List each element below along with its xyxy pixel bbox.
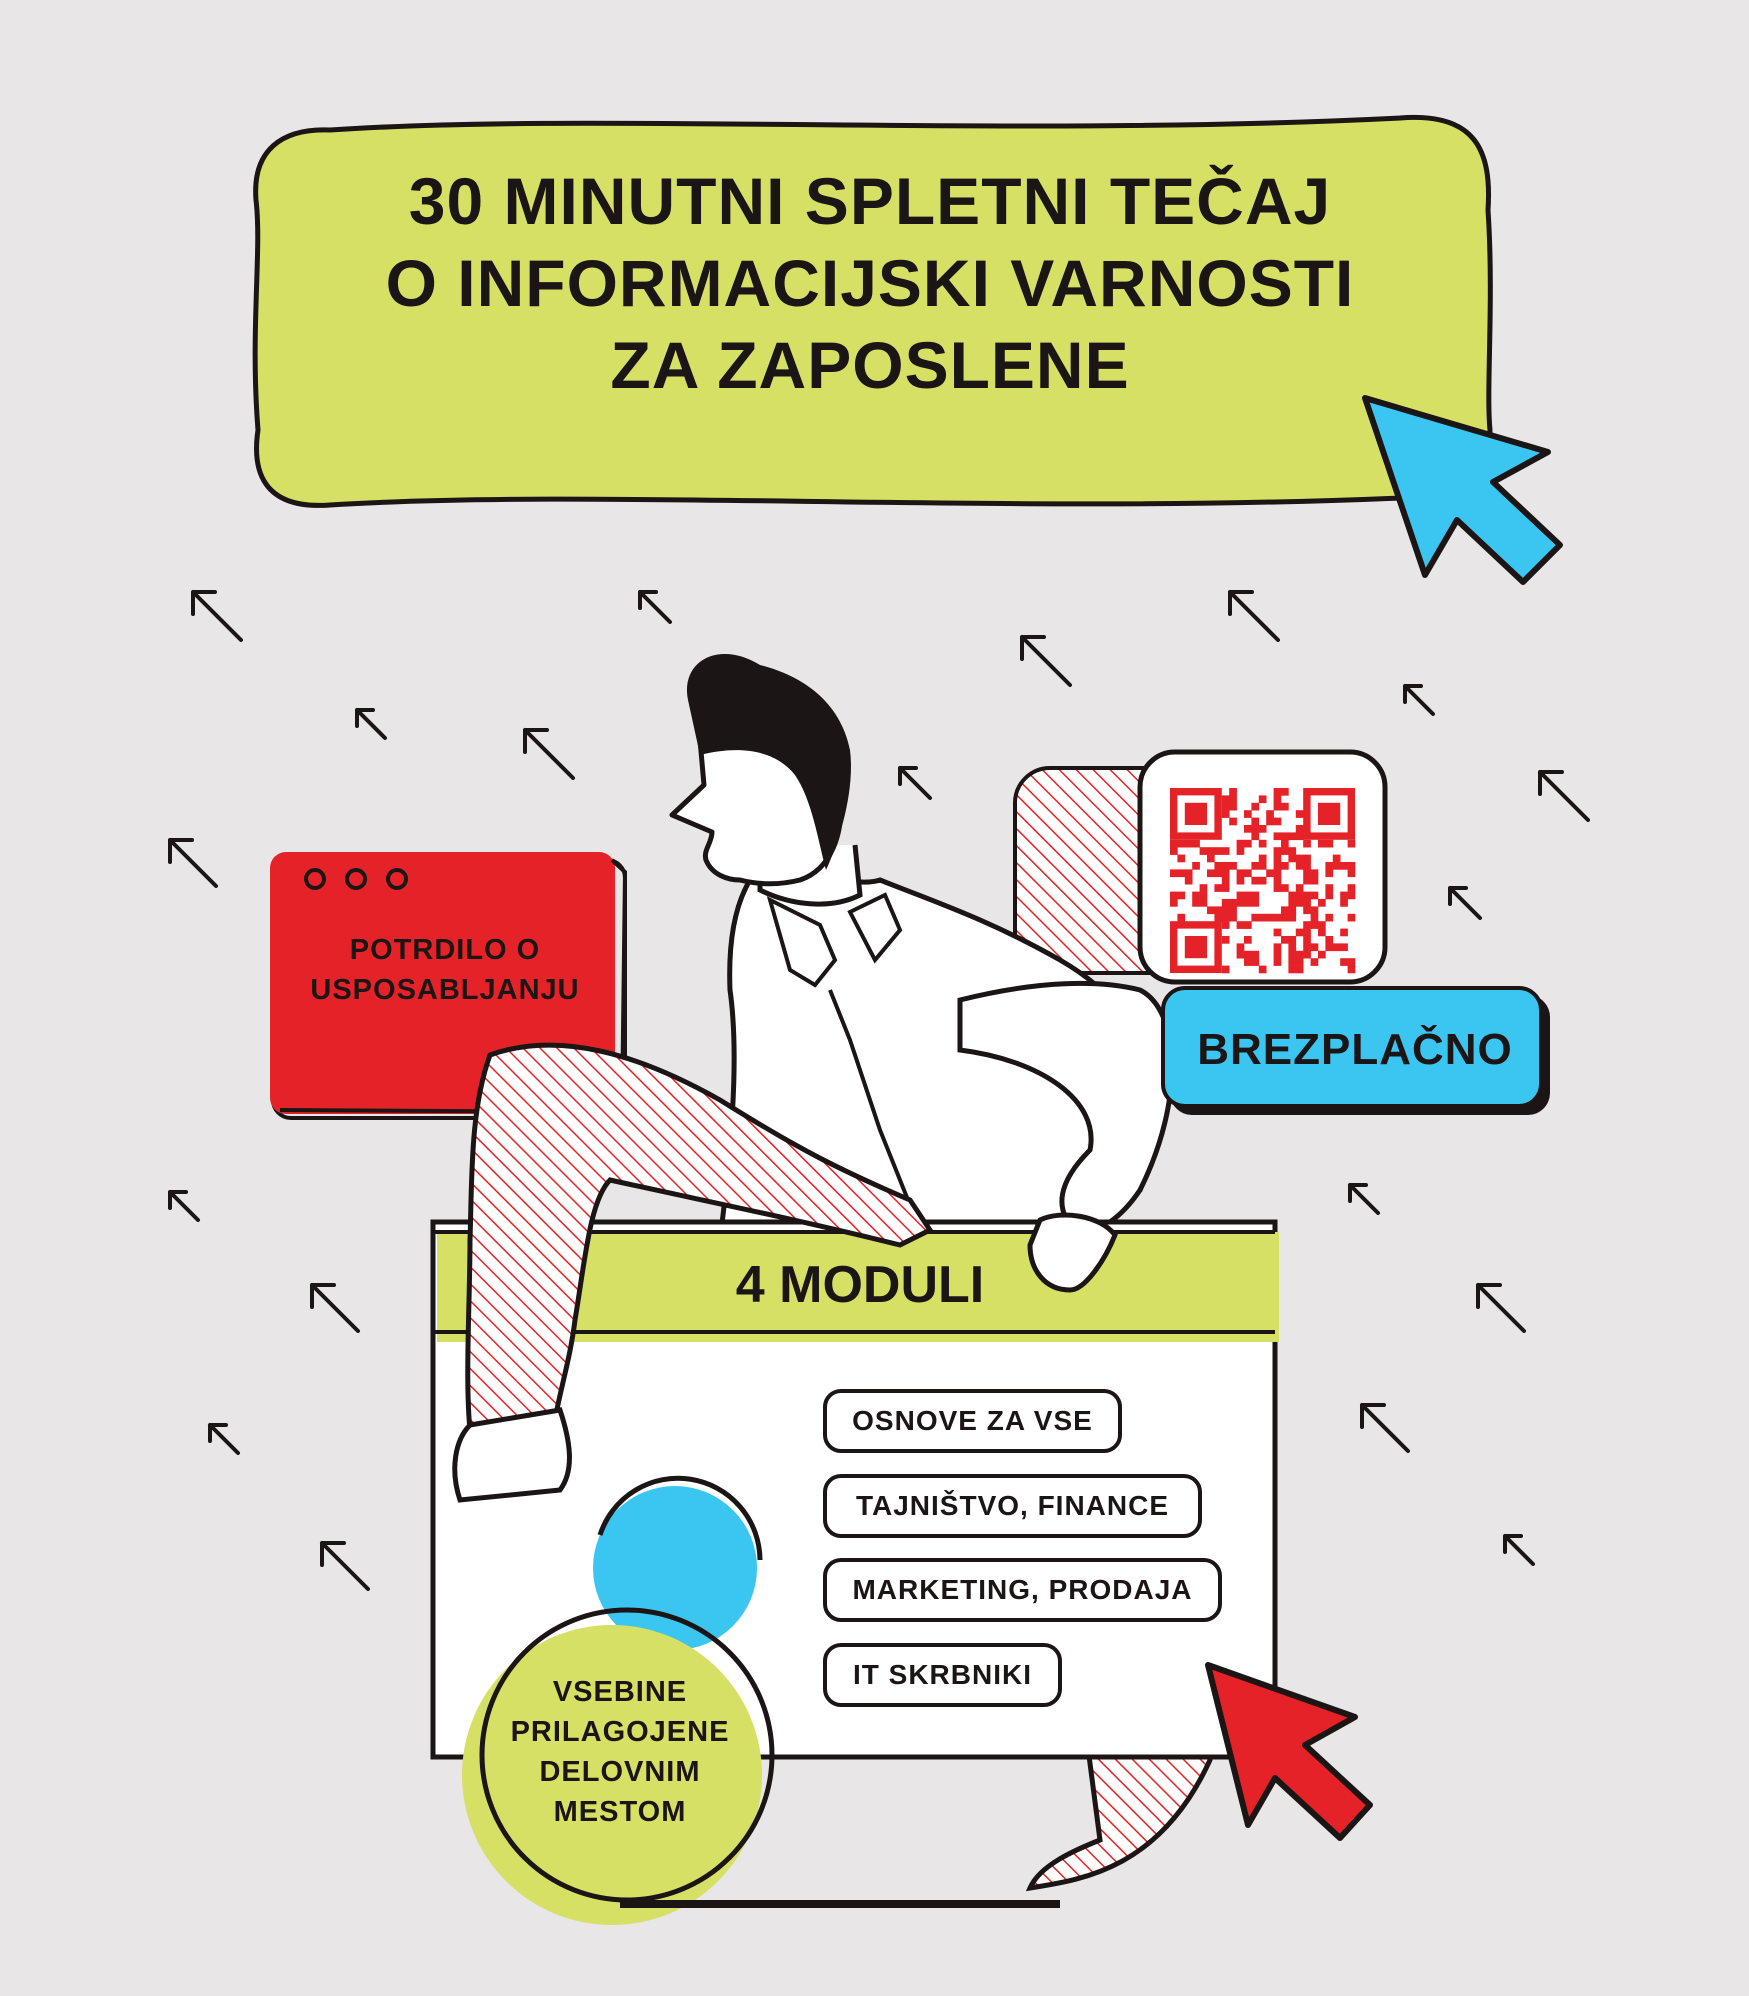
circle-line-3: DELOVNIM bbox=[539, 1756, 701, 1788]
module-item-it: IT SKRBNIKI bbox=[853, 1659, 1032, 1690]
circle-line-2: PRILAGOJENE bbox=[510, 1716, 730, 1748]
title-line-3: ZA ZAPOSLENE bbox=[610, 328, 1130, 402]
modules-title: 4 MODULI bbox=[735, 1256, 985, 1314]
circle-line-1: VSEBINE bbox=[552, 1676, 688, 1708]
ground-shadow bbox=[620, 1900, 1060, 1908]
module-item-marketing: MARKETING, PRODAJA bbox=[852, 1574, 1193, 1605]
module-item-basics: OSNOVE ZA VSE bbox=[852, 1405, 1093, 1436]
circle-line-4: MESTOM bbox=[553, 1796, 687, 1828]
circle-label bbox=[470, 1672, 770, 1832]
certificate-label bbox=[280, 930, 610, 1010]
page-title bbox=[300, 160, 1440, 406]
title-line-1: 30 MINUTNI SPLETNI TEČAJ bbox=[408, 164, 1332, 238]
certificate-line-2: USPOSABLJANJU bbox=[310, 974, 580, 1006]
free-badge-label: BREZPLAČNO bbox=[1197, 1025, 1513, 1074]
certificate-line-1: POTRDILO O bbox=[349, 934, 541, 966]
title-line-2: O INFORMACIJSKI VARNOSTI bbox=[385, 246, 1355, 320]
module-item-secretariat: TAJNIŠTVO, FINANCE bbox=[855, 1490, 1170, 1521]
